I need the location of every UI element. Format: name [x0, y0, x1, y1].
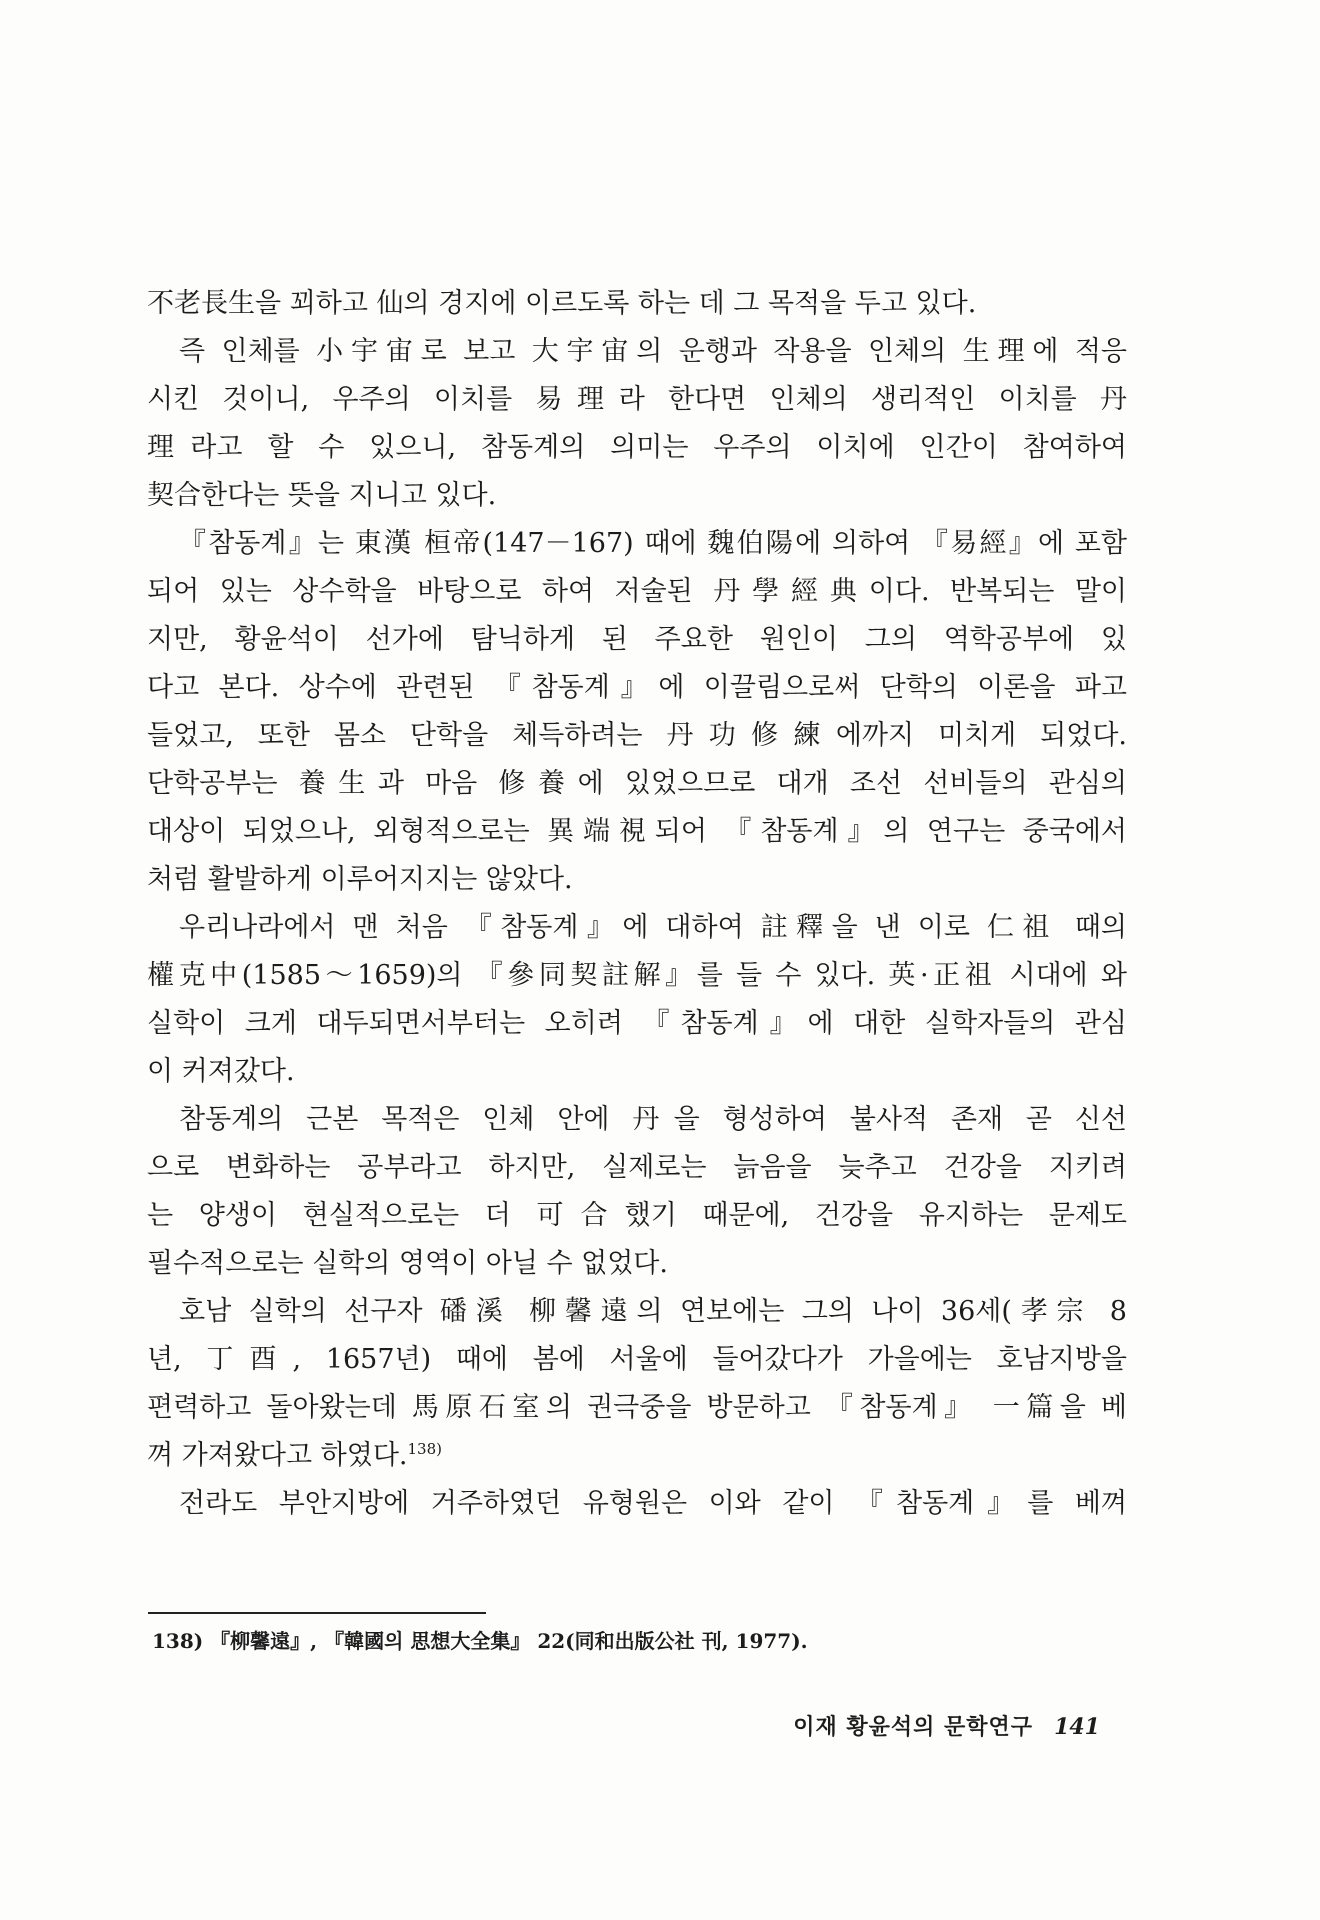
text-line: [147, 712, 1127, 760]
footnote-reference: 138): [407, 1440, 442, 1458]
text-line-content: 호남 실학의 선구자 磻溪 柳馨遠의 연보에는 그의 나이 36세(孝宗 8: [179, 1296, 1127, 1327]
text-line-content: 으로 변화하는 공부라고 하지만, 실제로는 늙음을 늦추고 건강을 지키려: [147, 1152, 1127, 1183]
text-line: [147, 856, 1127, 904]
text-line-content: 처럼 활발하게 이루어지지는 않았다.: [147, 864, 573, 895]
text-line-content: 단학공부는 養生과 마음 修養에 있었으므로 대개 조선 선비들의 관심의: [147, 768, 1127, 799]
text-line-content: 대상이 되었으나, 외형적으로는 異端視되어 『참동계』의 연구는 중국에서: [147, 816, 1127, 847]
text-line: [147, 1432, 1127, 1480]
text-line: [147, 280, 1127, 328]
text-line: [147, 1384, 1127, 1432]
text-line: [147, 952, 1127, 1000]
text-line: [147, 328, 1127, 376]
text-line-content: 우리나라에서 맨 처음 『참동계』에 대하여 註釋을 낸 이로 仁祖 때의: [179, 912, 1127, 943]
text-line-content: 즉 인체를 小宇宙로 보고 大宇宙의 운행과 작용을 인체의 生理에 적응: [179, 336, 1127, 367]
text-line: [147, 808, 1127, 856]
text-line: [147, 520, 1127, 568]
text-line-content: 權克中(1585～1659)의 『參同契註解』를 들 수 있다. 英·正祖 시대에 와: [147, 960, 1127, 991]
footer-title: 이재 황윤석의 문학연구: [793, 1714, 1034, 1740]
text-line-content: 필수적으로는 실학의 영역이 아닐 수 없었다.: [147, 1248, 668, 1279]
text-line-content: 『참동계』는 東漢 桓帝(147－167) 때에 魏伯陽에 의하여 『易經』에 포함: [179, 528, 1127, 559]
text-line: [147, 1096, 1127, 1144]
text-line-content: 들었고, 또한 몸소 단학을 체득하려는 丹功修練에까지 미치게 되었다.: [147, 720, 1127, 751]
footnote-divider: [148, 1612, 486, 1614]
text-line: [147, 376, 1127, 424]
text-line: [147, 904, 1127, 952]
text-line-content: 契合한다는 뜻을 지니고 있다.: [147, 480, 497, 511]
text-line-content: 되어 있는 상수학을 바탕으로 하여 저술된 丹學經典이다. 반복되는 말이: [147, 576, 1127, 607]
text-line: [147, 1336, 1127, 1384]
text-line: [147, 1192, 1127, 1240]
body-text: [147, 280, 1127, 1528]
text-line: [147, 1000, 1127, 1048]
text-line: [147, 664, 1127, 712]
text-line-content: 시킨 것이니, 우주의 이치를 易理라 한다면 인체의 생리적인 이치를 丹: [147, 384, 1127, 415]
text-line: [147, 472, 1127, 520]
page-number: 141: [1054, 1714, 1100, 1740]
text-line-content: 이 커져갔다.: [147, 1056, 295, 1087]
text-line: [147, 1240, 1127, 1288]
text-line-content: 년, 丁酉, 1657년) 때에 봄에 서울에 들어갔다가 가을에는 호남지방을: [147, 1344, 1127, 1375]
footnote: 138) 『柳馨遠』, 『韓國의 思想大全集』 22(同和出版公社 刊, 1977).: [152, 1629, 808, 1653]
text-line: [147, 1144, 1127, 1192]
running-footer: [700, 1710, 1100, 1745]
text-line-content: 참동계의 근본 목적은 인체 안에 丹을 형성하여 불사적 존재 곧 신선: [179, 1104, 1127, 1135]
text-line-content: 지만, 황윤석이 선가에 탐닉하게 된 주요한 원인이 그의 역학공부에 있: [147, 624, 1127, 655]
text-line: [147, 1048, 1127, 1096]
text-line-content: 不老長生을 꾀하고 仙의 경지에 이르도록 하는 데 그 목적을 두고 있다.: [147, 288, 977, 319]
text-line: [147, 1288, 1127, 1336]
text-line-content: 는 양생이 현실적으로는 더 可合했기 때문에, 건강을 유지하는 문제도: [147, 1200, 1127, 1231]
text-line: [147, 568, 1127, 616]
text-line-content: 다고 본다. 상수에 관련된 『참동계』에 이끌림으로써 단학의 이론을 파고: [147, 672, 1127, 703]
text-line: [147, 616, 1127, 664]
text-line-content: 전라도 부안지방에 거주하였던 유형원은 이와 같이 『참동계』를 베껴: [179, 1488, 1127, 1519]
text-line: [147, 1480, 1127, 1528]
text-line: [147, 760, 1127, 808]
text-line-content: 편력하고 돌아왔는데 馬原石室의 권극중을 방문하고 『참동계』 一篇을 베: [147, 1392, 1127, 1423]
text-line: [147, 424, 1127, 472]
text-line-content: 실학이 크게 대두되면서부터는 오히려 『참동계』에 대한 실학자들의 관심: [147, 1008, 1127, 1039]
text-line-content: 껴 가져왔다고 하였다.: [147, 1440, 408, 1471]
text-line-content: 理라고 할 수 있으니, 참동계의 의미는 우주의 이치에 인간이 참여하여: [147, 432, 1127, 463]
